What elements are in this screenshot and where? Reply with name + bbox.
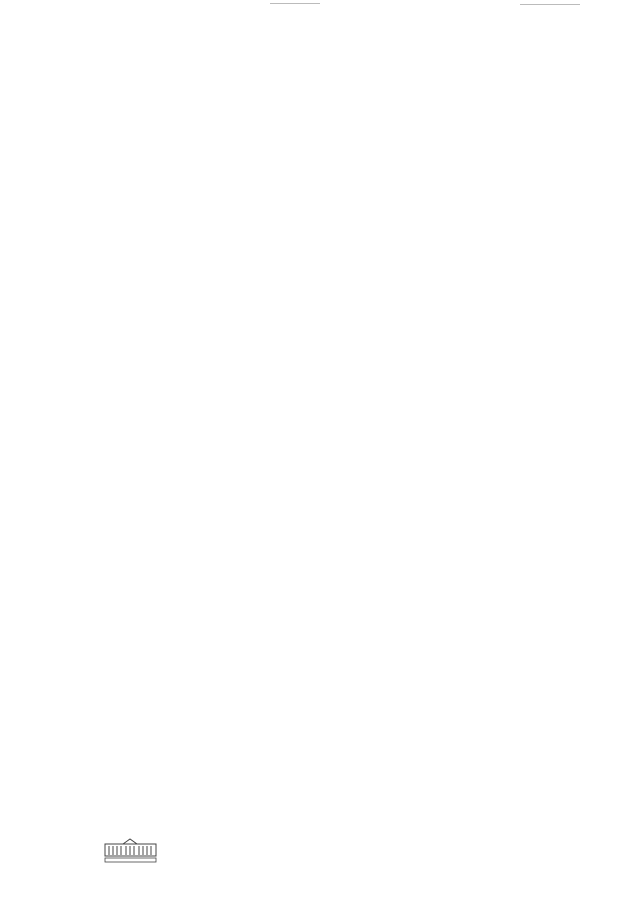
scan-mark <box>520 4 580 5</box>
government-stamp-icon <box>103 838 158 864</box>
scan-mark <box>270 3 320 4</box>
